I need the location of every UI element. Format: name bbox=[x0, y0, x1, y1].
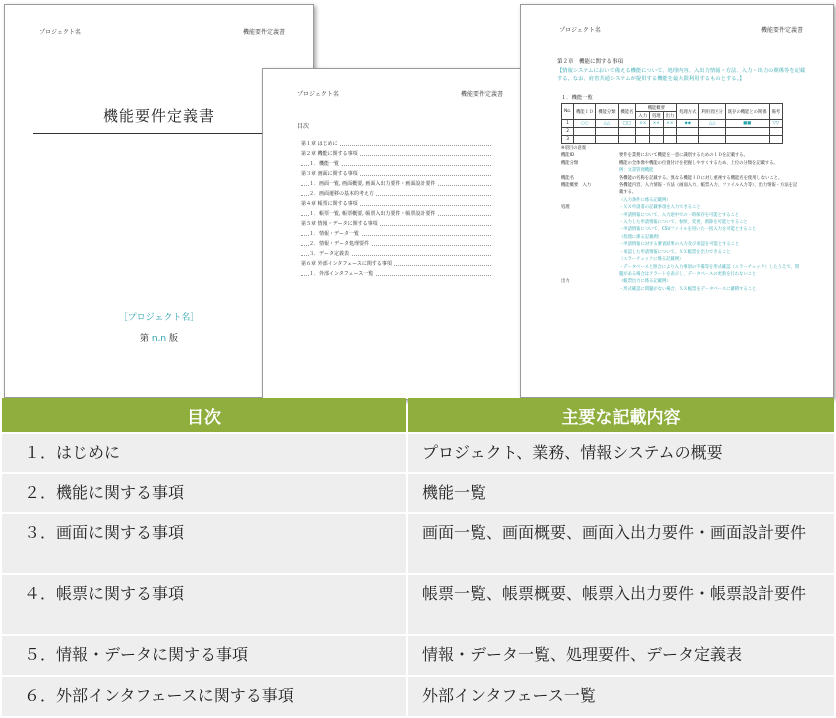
note-row: ・形式確認に問題がない場合、ＸＸ帳票をデータベースに蓄積すること bbox=[619, 286, 757, 292]
table-header-cell: 既存の機能との関係 bbox=[725, 104, 769, 120]
table-cell: △△ bbox=[596, 120, 618, 128]
toc-cell: １．はじめに bbox=[2, 434, 406, 472]
content-cell: 外部インタフェース一覧 bbox=[408, 677, 834, 716]
note-row: （処理に係る記載例） bbox=[619, 234, 662, 240]
table-cell bbox=[650, 136, 664, 144]
toc-entry: １．帳票一覧, 帳票概要, 帳票入出力要件・帳票設計要件 bbox=[301, 209, 491, 219]
header-content: 主要な記載内容 bbox=[408, 398, 834, 432]
table-cell bbox=[769, 136, 783, 144]
note-row: ・申請情報について、入力途中での一時保存を可能とすること bbox=[619, 212, 740, 218]
table-cell bbox=[677, 136, 699, 144]
item-notes bbox=[561, 145, 801, 293]
table-header-cell: 備考 bbox=[769, 104, 783, 120]
toc-page bbox=[262, 68, 522, 400]
detail-chapter: 第２章 機能に関する事項 bbox=[557, 59, 624, 65]
table-header-cell: 処理 bbox=[650, 112, 664, 120]
cover-title: 機能要件定義書 bbox=[102, 107, 215, 125]
table-cell: ×× bbox=[636, 120, 650, 128]
note-row: 例：文書管理機能 bbox=[619, 168, 654, 174]
table-cell bbox=[618, 136, 636, 144]
note-row: ・申請情報に対する審査結果の入力及び承認を可能とすること bbox=[619, 242, 740, 248]
table-header-cell: 機能概要 bbox=[636, 104, 677, 112]
table-header-cell: 出力 bbox=[663, 112, 677, 120]
table-cell bbox=[725, 136, 769, 144]
table-row bbox=[2, 514, 834, 573]
table-header-cell: 機能名 bbox=[618, 104, 636, 120]
detail-section: １．機能一覧 bbox=[561, 95, 593, 101]
table-cell bbox=[677, 128, 699, 136]
toc-entry: 第５章 情報・データに関する事項 bbox=[301, 219, 491, 229]
toc-entry: ２．画面遷移の基本的考え方 bbox=[301, 189, 491, 199]
note-row: ・データベースと照合により入力事項の不備等を形式確認（エラーチェック）したうえで、問題がある場合はアラートを表示し、データベースの更新を行わないこと bbox=[619, 264, 800, 277]
table-cell: ○○ bbox=[574, 120, 596, 128]
table-cell bbox=[663, 128, 677, 136]
content-cell: 帳票一覧、帳票概要、帳票入出力要件・帳票設計要件 bbox=[408, 575, 834, 634]
table-row bbox=[2, 677, 834, 716]
toc-cell: ２．機能に関する事項 bbox=[2, 474, 406, 512]
table-cell: ×× bbox=[663, 120, 677, 128]
table-cell bbox=[663, 136, 677, 144]
note-row: （エラーチェックに係る記載例） bbox=[619, 257, 684, 263]
header-toc: 目次 bbox=[2, 398, 406, 432]
toc-entry: ２．情報・データ処理要件 bbox=[301, 239, 491, 249]
table-cell bbox=[618, 128, 636, 136]
detail-header-project: プロジェクト名 bbox=[559, 27, 601, 34]
table-cell bbox=[574, 128, 596, 136]
toc-entry: 第３章 画面に関する事項 bbox=[301, 169, 491, 179]
table-cell: □□ bbox=[618, 120, 636, 128]
table-header-cell: 利用者区分 bbox=[699, 104, 725, 120]
content-cell: 機能一覧 bbox=[408, 474, 834, 512]
toc-entry: １．情報・データ一覧 bbox=[301, 229, 491, 239]
content-cell: プロジェクト、業務、情報システムの概要 bbox=[408, 434, 834, 472]
table-row bbox=[2, 474, 834, 512]
table-cell bbox=[596, 128, 618, 136]
toc-cell: ４．帳票に関する事項 bbox=[2, 575, 406, 634]
toc-entry: １．機能一覧 bbox=[301, 159, 491, 169]
toc-entry: 第６章 外部インタフェースに関する事項 bbox=[301, 259, 491, 269]
table-cell: ▽▽ bbox=[769, 120, 783, 128]
table-row bbox=[2, 636, 834, 675]
toc-cell: ６．外部インタフェースに関する事項 bbox=[2, 677, 406, 716]
toc-header-project: プロジェクト名 bbox=[297, 91, 339, 98]
table-cell bbox=[596, 136, 618, 144]
note-row: 機能名 各機能の名称を記載する。異なる機能ＩＤに対し重複する機能名を使用しないこと。 bbox=[561, 175, 783, 181]
table-cell: ◆◆ bbox=[677, 120, 699, 128]
table-cell: 2 bbox=[562, 128, 574, 136]
table-cell bbox=[699, 136, 725, 144]
toc-header-doc: 機能要件定義書 bbox=[461, 91, 504, 98]
table-cell: ■■ bbox=[725, 120, 769, 128]
table-cell: △△ bbox=[699, 120, 725, 128]
note-row: 機能ID 要件を業務において機能を一意に識別するためのＩＤを記載する。 bbox=[561, 153, 748, 159]
detail-page bbox=[520, 4, 834, 398]
toc-list bbox=[301, 139, 491, 279]
note-row: 機能分類 機能の全体像や機能の位置付けを把握しやすくするため、上位の分類を記載する。 bbox=[561, 160, 778, 166]
table-header-cell: 処理方式 bbox=[677, 104, 699, 120]
table-cell bbox=[636, 136, 650, 144]
toc-cell: ５．情報・データに関する事項 bbox=[2, 636, 406, 675]
toc-cell: ３．画面に関する事項 bbox=[2, 514, 406, 573]
toc-entry: １．外部インタフェース一覧 bbox=[301, 269, 491, 279]
table-cell bbox=[699, 128, 725, 136]
table-header-cell: 入力 bbox=[636, 112, 650, 120]
detail-intro: 【情報システムにおいて備える機能について、処理内容、入出力情報・方法、入力・出力の関係等を記載する。なお、府省共通システムが提供する機能を最大限利用するものとする。】 bbox=[557, 68, 806, 82]
table-cell: ×× bbox=[650, 120, 664, 128]
note-row: 処理 ・ＸＸ申請書の記載事項を入力できること bbox=[561, 205, 701, 211]
toc-entry: 第１章 はじめに bbox=[301, 139, 491, 149]
content-cell: 画面一覧、画面概要、画面入出力要件・画面設計要件 bbox=[408, 514, 834, 573]
table-header-cell: No. bbox=[562, 104, 574, 120]
table-header-cell: 機能ＩＤ bbox=[574, 104, 596, 120]
table-cell bbox=[650, 128, 664, 136]
content-cell: 情報・データ一覧、処理要件、データ定義表 bbox=[408, 636, 834, 675]
cover-header-doc: 機能要件定義書 bbox=[243, 29, 286, 36]
detail-header-doc: 機能要件定義書 bbox=[761, 27, 804, 34]
notes-title: ※項目の意義 bbox=[561, 146, 587, 151]
note-row: ・承認した申請情報について、ＸＸ帳票を出力できること bbox=[619, 249, 731, 255]
summary-table bbox=[0, 396, 836, 718]
table-row bbox=[2, 575, 834, 634]
cover-header-project: プロジェクト名 bbox=[39, 29, 81, 36]
toc-entry: １．画面一覧, 画面概要, 画面入出力要件・画面設計要件 bbox=[301, 179, 491, 189]
toc-entry: ３．データ定義表 bbox=[301, 249, 491, 259]
toc-title: 目次 bbox=[297, 123, 310, 130]
note-row: ・申請情報について、CSVファイルを用いた一括入力を可能とすること bbox=[619, 227, 757, 233]
table-cell: 3 bbox=[562, 136, 574, 144]
note-row: 機能概要 入力 各機能内容、入力情報・方法（画面入力、帳票入力、ファイル入力等）、出力情報・方法を記載する。 bbox=[561, 183, 798, 196]
cover-divider bbox=[33, 133, 285, 134]
cover-project-name: ［プロジェクト名］ bbox=[118, 313, 200, 323]
table-cell bbox=[769, 128, 783, 136]
table-cell bbox=[574, 136, 596, 144]
toc-entry: 第２章 機能に関する事項 bbox=[301, 149, 491, 159]
table-row bbox=[2, 434, 834, 472]
table-cell: 1 bbox=[562, 120, 574, 128]
table-cell bbox=[725, 128, 769, 136]
table-header-cell: 機能分類 bbox=[596, 104, 618, 120]
function-list-table bbox=[561, 103, 783, 144]
toc-entry: 第４章 帳票に関する事項 bbox=[301, 199, 491, 209]
note-row: （入力条件に係る記載例） bbox=[619, 197, 671, 203]
table-cell bbox=[636, 128, 650, 136]
cover-version: 第 n.n 版 bbox=[139, 334, 179, 344]
note-row: 出力 （帳票出力に係る記載例） bbox=[561, 279, 671, 285]
note-row: ・入力した申請情報について、参照、変更、削除を可能とすること bbox=[619, 220, 748, 226]
